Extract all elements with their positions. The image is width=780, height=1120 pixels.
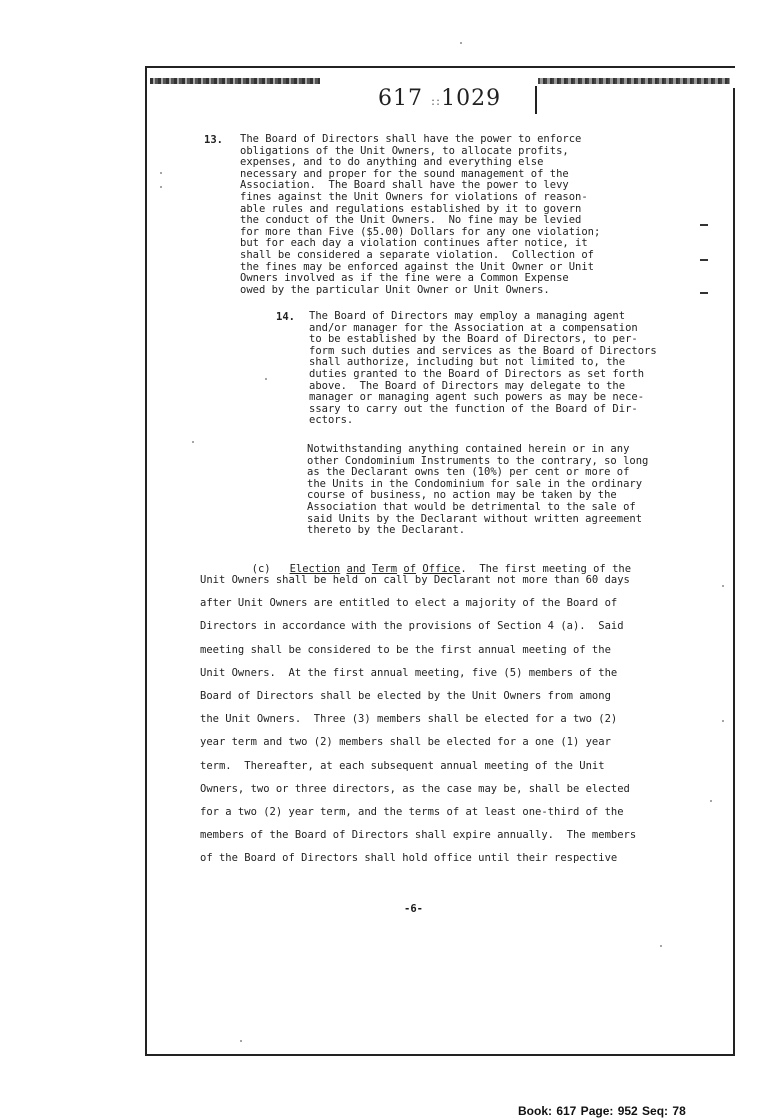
frame-top-border: [145, 66, 735, 68]
section-c-first-line-rest: The first meeting of the: [479, 563, 632, 575]
para-14-line: duties granted to the Board of Directors as set forth: [309, 367, 645, 380]
heading-word-of: of: [403, 563, 417, 575]
para-14-line: and/or manager for the Association at a compensation: [309, 321, 638, 334]
section-c-label: (c): [251, 563, 271, 575]
para-13-line: but for each day a violation continues after notice, it: [240, 237, 588, 250]
section-c-line: year term and two (2) members shall be elected for a one (1) year: [200, 736, 611, 749]
frame-left-border: [145, 66, 147, 1056]
section-c-line: the Unit Owners. Three (3) members shall be elected for a two (2): [200, 713, 618, 726]
para-14-number: 14.: [276, 311, 295, 323]
stamp-separator: ::: [431, 94, 442, 108]
section-c-line: of the Board of Directors shall hold office until their respective: [200, 852, 618, 865]
heading-word-election: Election: [289, 563, 341, 575]
para-13-line: The Board of Directors shall have the power to enforce: [240, 133, 582, 145]
book-page-seq-footer: Book: 617 Page: 952 Seq: 78: [518, 1104, 686, 1118]
frame-right-border: [733, 88, 735, 1056]
section-c-line: Unit Owners. At the first annual meeting, five (5) members of the: [200, 666, 618, 679]
para-14-line: manager or managing agent such powers as may be nece-: [309, 391, 645, 404]
scan-speck: [192, 441, 194, 443]
para-14-line: shall authorize, including but not limited to, the: [309, 356, 626, 369]
para-13-line: fines against the Unit Owners for violations of reason-: [240, 190, 588, 203]
para-14-line: form such duties and services as the Board of Directors: [309, 344, 657, 357]
para-13-line: Owners involved as if the fine were a Common Expense: [240, 272, 569, 285]
book-page-stamp: [378, 86, 501, 111]
section-c-line: Unit Owners shall be held on call by Declarant not more than 60 days: [200, 574, 630, 586]
scan-speck: [240, 1040, 242, 1042]
heading-word-office: Office: [422, 563, 461, 575]
section-c-line: after Unit Owners are entitled to elect a majority of the Board of: [200, 597, 618, 610]
scan-speck: [460, 42, 462, 44]
stamp-page: 1029: [441, 86, 502, 111]
scan-speck: [265, 378, 267, 380]
margin-mark: [700, 224, 708, 226]
para-13-line: owed by the particular Unit Owner or Unit Owners.: [240, 283, 550, 296]
para-14-line: to be established by the Board of Directors, to per-: [309, 333, 638, 346]
section-c-line: Owners, two or three directors, as the case may be, shall be elected: [200, 782, 630, 795]
para-13-line: shall be considered a separate violation. Collection of: [240, 248, 595, 261]
para-14-text: [309, 311, 657, 427]
scan-speck: [722, 585, 724, 587]
para-notwithstanding-line: other Condominium Instruments to the contrary, so long: [307, 454, 649, 467]
para-13-line: expenses, and to do anything and everything else: [240, 156, 544, 169]
para-13-text: [240, 134, 600, 296]
para-14-line: ssary to carry out the function of the Board of Dir-: [309, 402, 638, 415]
margin-mark: [700, 292, 708, 294]
heading-word-and: and: [346, 563, 366, 575]
section-c-line: for a two (2) year term, and the terms of at least one-third of the: [200, 806, 624, 818]
para-14-line: above. The Board of Directors may delegate to the: [309, 379, 626, 392]
scan-speck: [160, 172, 162, 174]
scan-speck: [710, 800, 712, 802]
para-13-line: for more than Five ($5.00) Dollars for any one violation;: [240, 225, 601, 238]
para-13-line: obligations of the Unit Owners, to allocate profits,: [240, 144, 569, 157]
heading-period: .: [460, 563, 467, 575]
para-notwithstanding-line: Notwithstanding anything contained herein or in any: [307, 443, 630, 455]
para-13-line: necessary and proper for the sound management of the: [240, 167, 569, 180]
section-c-line: Board of Directors shall be elected by the Unit Owners from among: [200, 690, 611, 702]
section-c-line: meeting shall be considered to be the first annual meeting of the: [200, 643, 611, 656]
para-notwithstanding-line: Association that would be detrimental to the sale of: [307, 500, 636, 513]
heading-word-term: Term: [371, 563, 398, 575]
scan-speck: [160, 186, 162, 188]
section-c-line: Directors in accordance with the provisions of Section 4 (a). Said: [200, 620, 624, 633]
para-notwithstanding-line: said Units by the Declarant without written agreement: [307, 512, 643, 525]
page-number: -6-: [404, 903, 423, 915]
para-notwithstanding-text: [307, 444, 648, 537]
section-c-heading-line: [239, 551, 631, 575]
para-13-line: the conduct of the Unit Owners. No fine may be levied: [240, 214, 582, 227]
para-13-line: Association. The Board shall have the power to levy: [240, 179, 569, 192]
para-13-line: the fines may be enforced against the Unit Owner or Unit: [240, 260, 595, 273]
para-14-line: ectors.: [309, 414, 354, 427]
scan-strip-left: [150, 78, 320, 84]
scan-speck: [660, 945, 662, 947]
para-13-line: able rules and regulations established by it to govern: [240, 202, 582, 215]
para-notwithstanding-line: the Units in the Condominium for sale in the ordinary: [307, 477, 643, 490]
para-notwithstanding-line: thereto by the Declarant.: [307, 524, 466, 537]
scan-strip-right: [538, 78, 730, 84]
para-14-line: The Board of Directors may employ a managing agent: [309, 310, 626, 322]
para-13-number: 13.: [204, 134, 223, 146]
margin-mark: [700, 259, 708, 261]
para-notwithstanding-line: course of business, no action may be taken by the: [307, 489, 617, 502]
frame-bottom-border: [145, 1054, 735, 1056]
scan-speck: [722, 720, 724, 722]
para-notwithstanding-line: as the Declarant owns ten (10%) per cent or more of: [307, 466, 630, 479]
section-c-line: members of the Board of Directors shall expire annually. The members: [200, 829, 637, 842]
section-c-line: term. Thereafter, at each subsequent annual meeting of the Unit: [200, 759, 605, 772]
stamp-book: 617: [378, 86, 423, 111]
stamp-box-edge: [535, 86, 537, 114]
